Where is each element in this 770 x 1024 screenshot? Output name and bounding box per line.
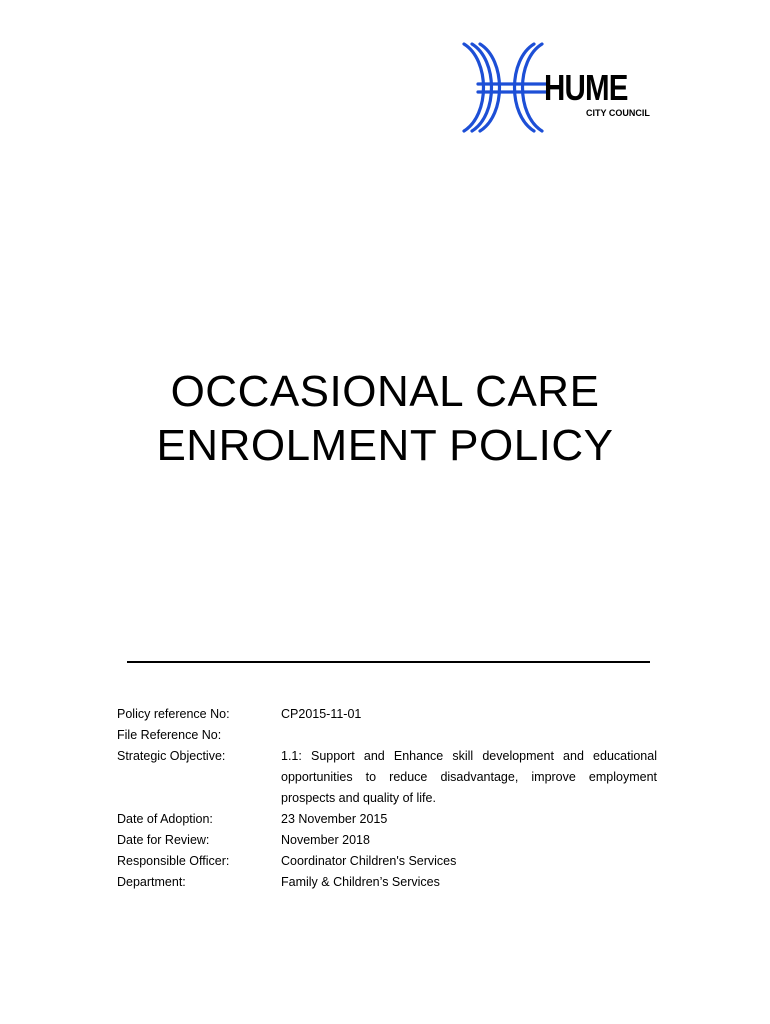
title-line-1: OCCASIONAL CARE xyxy=(170,367,600,416)
logo-subtitle: CITY COUNCIL xyxy=(586,108,650,118)
review-label: Date for Review: xyxy=(117,833,210,847)
file-ref-row xyxy=(117,725,657,746)
file-ref-value xyxy=(281,725,657,746)
department-row xyxy=(117,872,657,893)
adoption-row xyxy=(117,809,657,830)
strategic-value: 1.1: Support and Enhance skill development and educational opportunities to reduce disadvantage, improve employment prospects and quality of life. xyxy=(281,749,657,805)
policy-ref-value: CP2015-11-01 xyxy=(281,707,362,721)
adoption-value: 23 November 2015 xyxy=(281,812,388,826)
department-value: Family & Children’s Services xyxy=(281,875,440,889)
adoption-label: Date of Adoption: xyxy=(117,812,213,826)
policy-ref-label: Policy reference No: xyxy=(117,707,230,721)
policy-ref-row xyxy=(117,704,657,725)
file-ref-label: File Reference No: xyxy=(117,728,222,742)
title-line-2: ENROLMENT POLICY xyxy=(156,421,614,470)
strategic-row xyxy=(117,746,657,809)
officer-value: Coordinator Children's Services xyxy=(281,854,457,868)
page-title xyxy=(0,365,770,473)
divider xyxy=(127,661,650,663)
policy-details xyxy=(117,704,657,893)
department-label: Department: xyxy=(117,875,186,889)
officer-row xyxy=(117,851,657,872)
officer-label: Responsible Officer: xyxy=(117,854,230,868)
strategic-label: Strategic Objective: xyxy=(117,749,226,763)
review-row xyxy=(117,830,657,851)
review-value: November 2018 xyxy=(281,833,370,847)
logo-wordmark: HUME xyxy=(544,67,628,108)
hume-logo xyxy=(460,40,660,135)
hume-logo-mark-icon xyxy=(460,40,550,135)
